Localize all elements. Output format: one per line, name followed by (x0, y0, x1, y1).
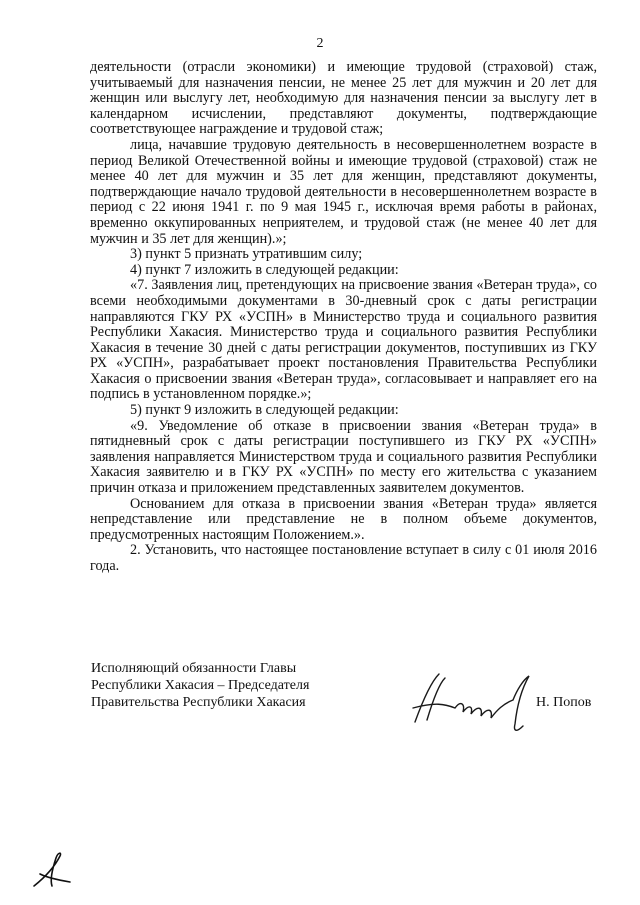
handwritten-signature (405, 660, 545, 740)
signature-title-line-1: Исполняющий обязанности Главы (91, 661, 297, 676)
paragraph-refusal-grounds: Основанием для отказа в присвоении звания «Ветеран труда» является непредставление или представление не в полном объеме документов, предусмотренных настоящим Положением.». (90, 495, 597, 543)
paragraph-effective-date: 2. Установить, что настоящее постановление вступает в силу с 01 июля 2016 года. (90, 542, 597, 574)
paragraph-item-5: 5) пункт 9 изложить в следующей редакции: (130, 402, 399, 419)
signatory-name: Н. Попов (536, 695, 592, 710)
paragraph-wwii-workers: лица, начавшие трудовую деятельность в несовершеннолетнем возрасте в период Великой Отечественной войны и имеющие трудовой (страховой) стаж не менее 40 лет для мужчин и 35 лет для женщин, представляют документы, подтверждающие начало трудовой деятельности в несовершеннолетнем возрасте в период с 22 июня 1941 г. по 9 мая 1945 г., исключая время работы в районах, временно оккупированных неприятелем, и трудовой стаж (не менее 40 лет для мужчин и 35 лет для женщин).»; (90, 136, 597, 247)
handwritten-initial (28, 848, 78, 893)
signature-title-line-2: Республики Хакасия – Председателя (91, 678, 310, 693)
signature-title-line-3: Правительства Республики Хакасия (91, 695, 306, 710)
paragraph-item-4: 4) пункт 7 изложить в следующей редакции: (130, 261, 399, 278)
signature-title-block (91, 660, 309, 711)
paragraph-continuation: деятельности (отрасли экономики) и имеющие трудовой (страховой) стаж, учитываемый для назначения пенсии, не менее 25 лет для мужчин и 20 лет для женщин или выслугу лет, необходимую для назначения пенсии за выслугу лет в календарном исчислении, представляют документы, подтверждающие соответствующее награждение и трудовой стаж; (90, 59, 597, 138)
paragraph-item-3: 3) пункт 5 признать утратившим силу; (130, 246, 363, 263)
paragraph-clause-7: «7. Заявления лиц, претендующих на присвоение звания «Ветеран труда», со всеми необходимыми документами в 30-дневный срок с даты регистрации направляются ГКУ РХ «УСПН» в Министерство труда и социального развития Республики Хакасия. Министерство труда и социального развития Республики Хакасия в течение 30 дней с даты регистрации документов, поступивших из ГКУ РХ «УСПН», разрабатывает проект постановления Правительства Республики Хакасия о присвоении звания «Ветеран труда», согласовывает и направляет его на подпись в установленном порядке.»; (90, 277, 597, 403)
page-number: 2 (316, 36, 324, 51)
document-body (90, 60, 597, 575)
paragraph-clause-9: «9. Уведомление об отказе в присвоении звания «Ветеран труда» в пятидневный срок с даты регистрации поступившего из ГКУ РХ «УСПН» заявления направляется Министерством труда и социального развития Республики Хакасия заявителю и в ГКУ РХ «УСПН» по месту его жительства с указанием причин отказа и приложением представленных заявителем документов. (90, 417, 597, 497)
